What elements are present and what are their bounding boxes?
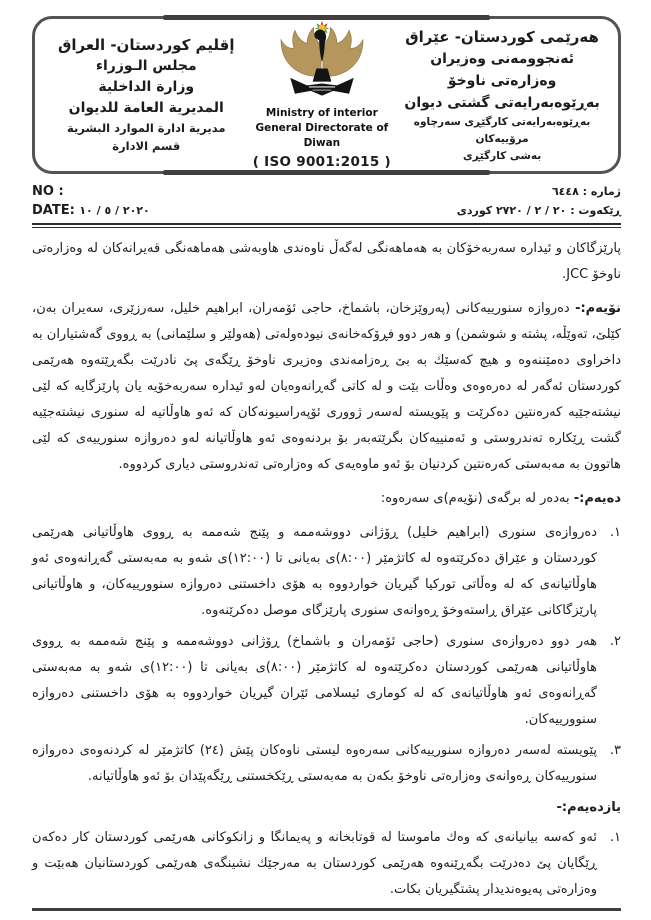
kurdish-ministry-line: وەزارەتی ناوخۆ [447,72,557,89]
arabic-council-line: مجلس الـوزراء [95,58,197,74]
kurdish-date-value: ٢٠ / ٢ / ٢٧٢٠ کوردی [456,204,567,217]
kurdish-region-line: هەرێمی کوردستان- عێراق [405,27,599,46]
date-value: ٢٠٢٠ / ٥ / ١٠ [79,204,150,217]
letterhead-center-block [248,20,397,171]
iso-certification-line: ( ISO 9001:2015 ) [252,153,391,170]
section-eleventh-heading: یازدەیەم:- [556,800,621,815]
document-body [32,236,621,903]
reference-row [32,182,621,220]
arabic-admin-section-line: قسم الادارة [112,139,181,153]
arabic-region-line: إقليم كوردستان- العراق [57,36,235,54]
kurdish-admin-section-line: بەشی کارگێڕی [462,149,542,162]
section-tenth-text: بەدەر لە برگەی (نۆیەم)ی سەرەوە: [380,491,570,506]
intro-continuation-paragraph [32,236,621,288]
list-item-text: ئەو کەسە بیانیانەی کە وەك ماموستا لە قوتابخانە و پەیمانگا و زانکوکانی هەرێمی کوردستان کار دەکەن ڕێگایان پێ دەدرێت بگەڕێنەوە هەرێمی کوردستان بە مەرجێك نشینگەی هەرێمی کوردستانیان هەبێت و وەزارەتی پەیوەندیدار پشتگیریان بکات. [32,830,597,897]
kurdish-directorate-line: بەڕێوەبەرایەتی گشتی دیوان [404,94,600,111]
list-item-number: ٢. [609,634,621,649]
section-ninth-label: نۆیەم:- [575,301,621,316]
date-line [32,201,150,220]
header-divider-line [32,223,621,228]
list-item-text: هەر دوو دەروازەی سنوری (حاجی ئۆمەران و باشماخ) ڕۆژانی دووشەممە و پێنج شەممە بە ڕووی هاوڵاتیانی هەرێمی کوردستان دەکرێتەوە لە کاتژمێر (٨:٠٠)ی بەیانی تا (١٢:٠٠)ی شەو بە مەبەستی گەڕانەوەی ئەو هاوڵاتیانەی کە لە کوماری ئیسلامی ئێران گیریان خواردووە بە هۆی داخستنی دەروازە سنوورییەکان. [32,634,597,727]
list-item-number: ١. [609,525,621,540]
number-line [457,182,621,201]
list-item-number: ٣. [609,743,621,758]
arabic-directorate-line: المديرية العامة للديوان [68,100,224,116]
kurdish-hr-directorate-line: بەڕێوەبەرایەتی کارگێڕی سەرچاوە مرۆییەکان [413,115,591,145]
directorate-english-line: General Directorate of Diwan [255,121,389,149]
letterhead [32,16,621,174]
list-item [32,520,621,624]
intro-continuation-text: پارێزگاکان و ئیدارە سەربەخۆکان بە هەماهەنگی لەگەڵ ناوەندی هاوبەشی هەماهەنگی قەیرانەکان لە وەزارەتی ناوخۆ JCC. [32,241,621,282]
reference-kurdish [457,182,621,220]
arabic-hr-directorate-line: مديرية ادارة الموارد البشرية [67,121,226,135]
section-tenth-label: دەیەم:- [573,491,621,506]
kurdish-council-line: ئەنجوومەنی وەزیران [430,50,574,67]
number-value: ٦٤٤٨ [551,185,579,198]
kurdish-date-line [457,201,621,220]
ministry-english-line: Ministry of interior [265,106,378,119]
section-ninth-paragraph [32,296,621,478]
list-item-text: پێویستە لەسەر دەروازە سنورییەکانی سەرەوە لیستی ناوەکان پێش (٢٤) کاتژمێر لە کردنەوەی دەروازە سنورییەکان ڕەوانەی وەزارەتی ناوخۆ بکەن بە مەبەستی ڕێکخستنی ڕێگەپێدان بۆ ئەو هاوڵاتیانە. [32,743,597,784]
bottom-rule-line [32,908,621,911]
list-item [32,738,621,790]
section-tenth-paragraph [32,486,621,512]
list-item [32,825,621,903]
letterhead-kurdish-block [396,26,608,165]
section-tenth-list [32,520,621,790]
section-ninth-text: دەروازە سنورییەکانی (پەروێزخان، باشماخ، حاجی ئۆمەران، ابراهیم خلیل، سەرزێری، سەیران بەن، کێلێ، تەوێڵە، پشتە و شوشمن) و هەر دوو فڕۆکەخانەی نیودەولەتی (هەولێر و سلێمانی) بە ڕووی گەشتیاران بە داخراوی دەمێننەوە و هیچ کەسێك بە بێ ڕەزامەندی وەزیری ناوخۆ ڕێگەی پێ نادرێت بگەڕێتەوە هەرێمی کوردستان ئەگەر لە دەرەوەی وەڵات بێت و لە کاتی گەڕانەوەیان لەو ئیدارە سەربەخۆیە یان پارێزگایە کە لێی نیشتەجێیە کەرەنتین دەکرێت و پێویستە لەسەر ژووری ئۆپەراسیونەکان کە ئەو هاوڵاتیە لە سنوری نیشتەجێیە گشت ڕێکارە تەندروستی و ئەمنییەکان بگرێتەبەر بۆ بردنەوەی ئەو هاوڵاتیانە لەو دەروازە سنورییەی کە لێی هاتوون بە مەبەستی کەرەنتین کردنیان بۆ ئەو ماوەیەی کە وەزارەتی تەندروستی دیاری کردووە. [32,301,621,472]
list-item-number: ١. [609,830,621,845]
date-label: DATE: [32,203,75,218]
no-label: NO : [32,184,64,199]
letterhead-arabic-block [45,35,248,155]
arabic-ministry-line: وزارة الداخلية [98,79,195,95]
no-line [32,182,150,201]
section-eleventh-list [32,825,621,903]
reference-latin [32,182,150,220]
kurdistan-eagle-emblem-icon [274,20,370,104]
number-label: ژمارە : [582,185,621,198]
list-item-text: دەروازەی سنوری (ابراهیم خلیل) ڕۆژانی دووشەممە و پێنج شەممە بە ڕووی هاوڵاتیانی هەرێمی کوردستان و عێراق دەکرێتەوە لە کاتژمێر (٨:٠٠)ی بەیانی تا (١٢:٠٠)ی شەو بە مەبەستی گەڕانەوەی ئەو هاوڵاتیانەی کە لە وەڵاتی تورکیا گیریان خواردووە بە هۆی داخستنی دەروازە سنوورییەکان، و هاوڵاتیانی پارێزگاکانی عێراق ڕاستەوخۆ ڕەوانەی سنوری پارێزگای موصل دەکرێنەوە. [32,525,598,618]
list-item [32,629,621,733]
kurdish-date-label: ڕێکەوت : [570,204,621,217]
